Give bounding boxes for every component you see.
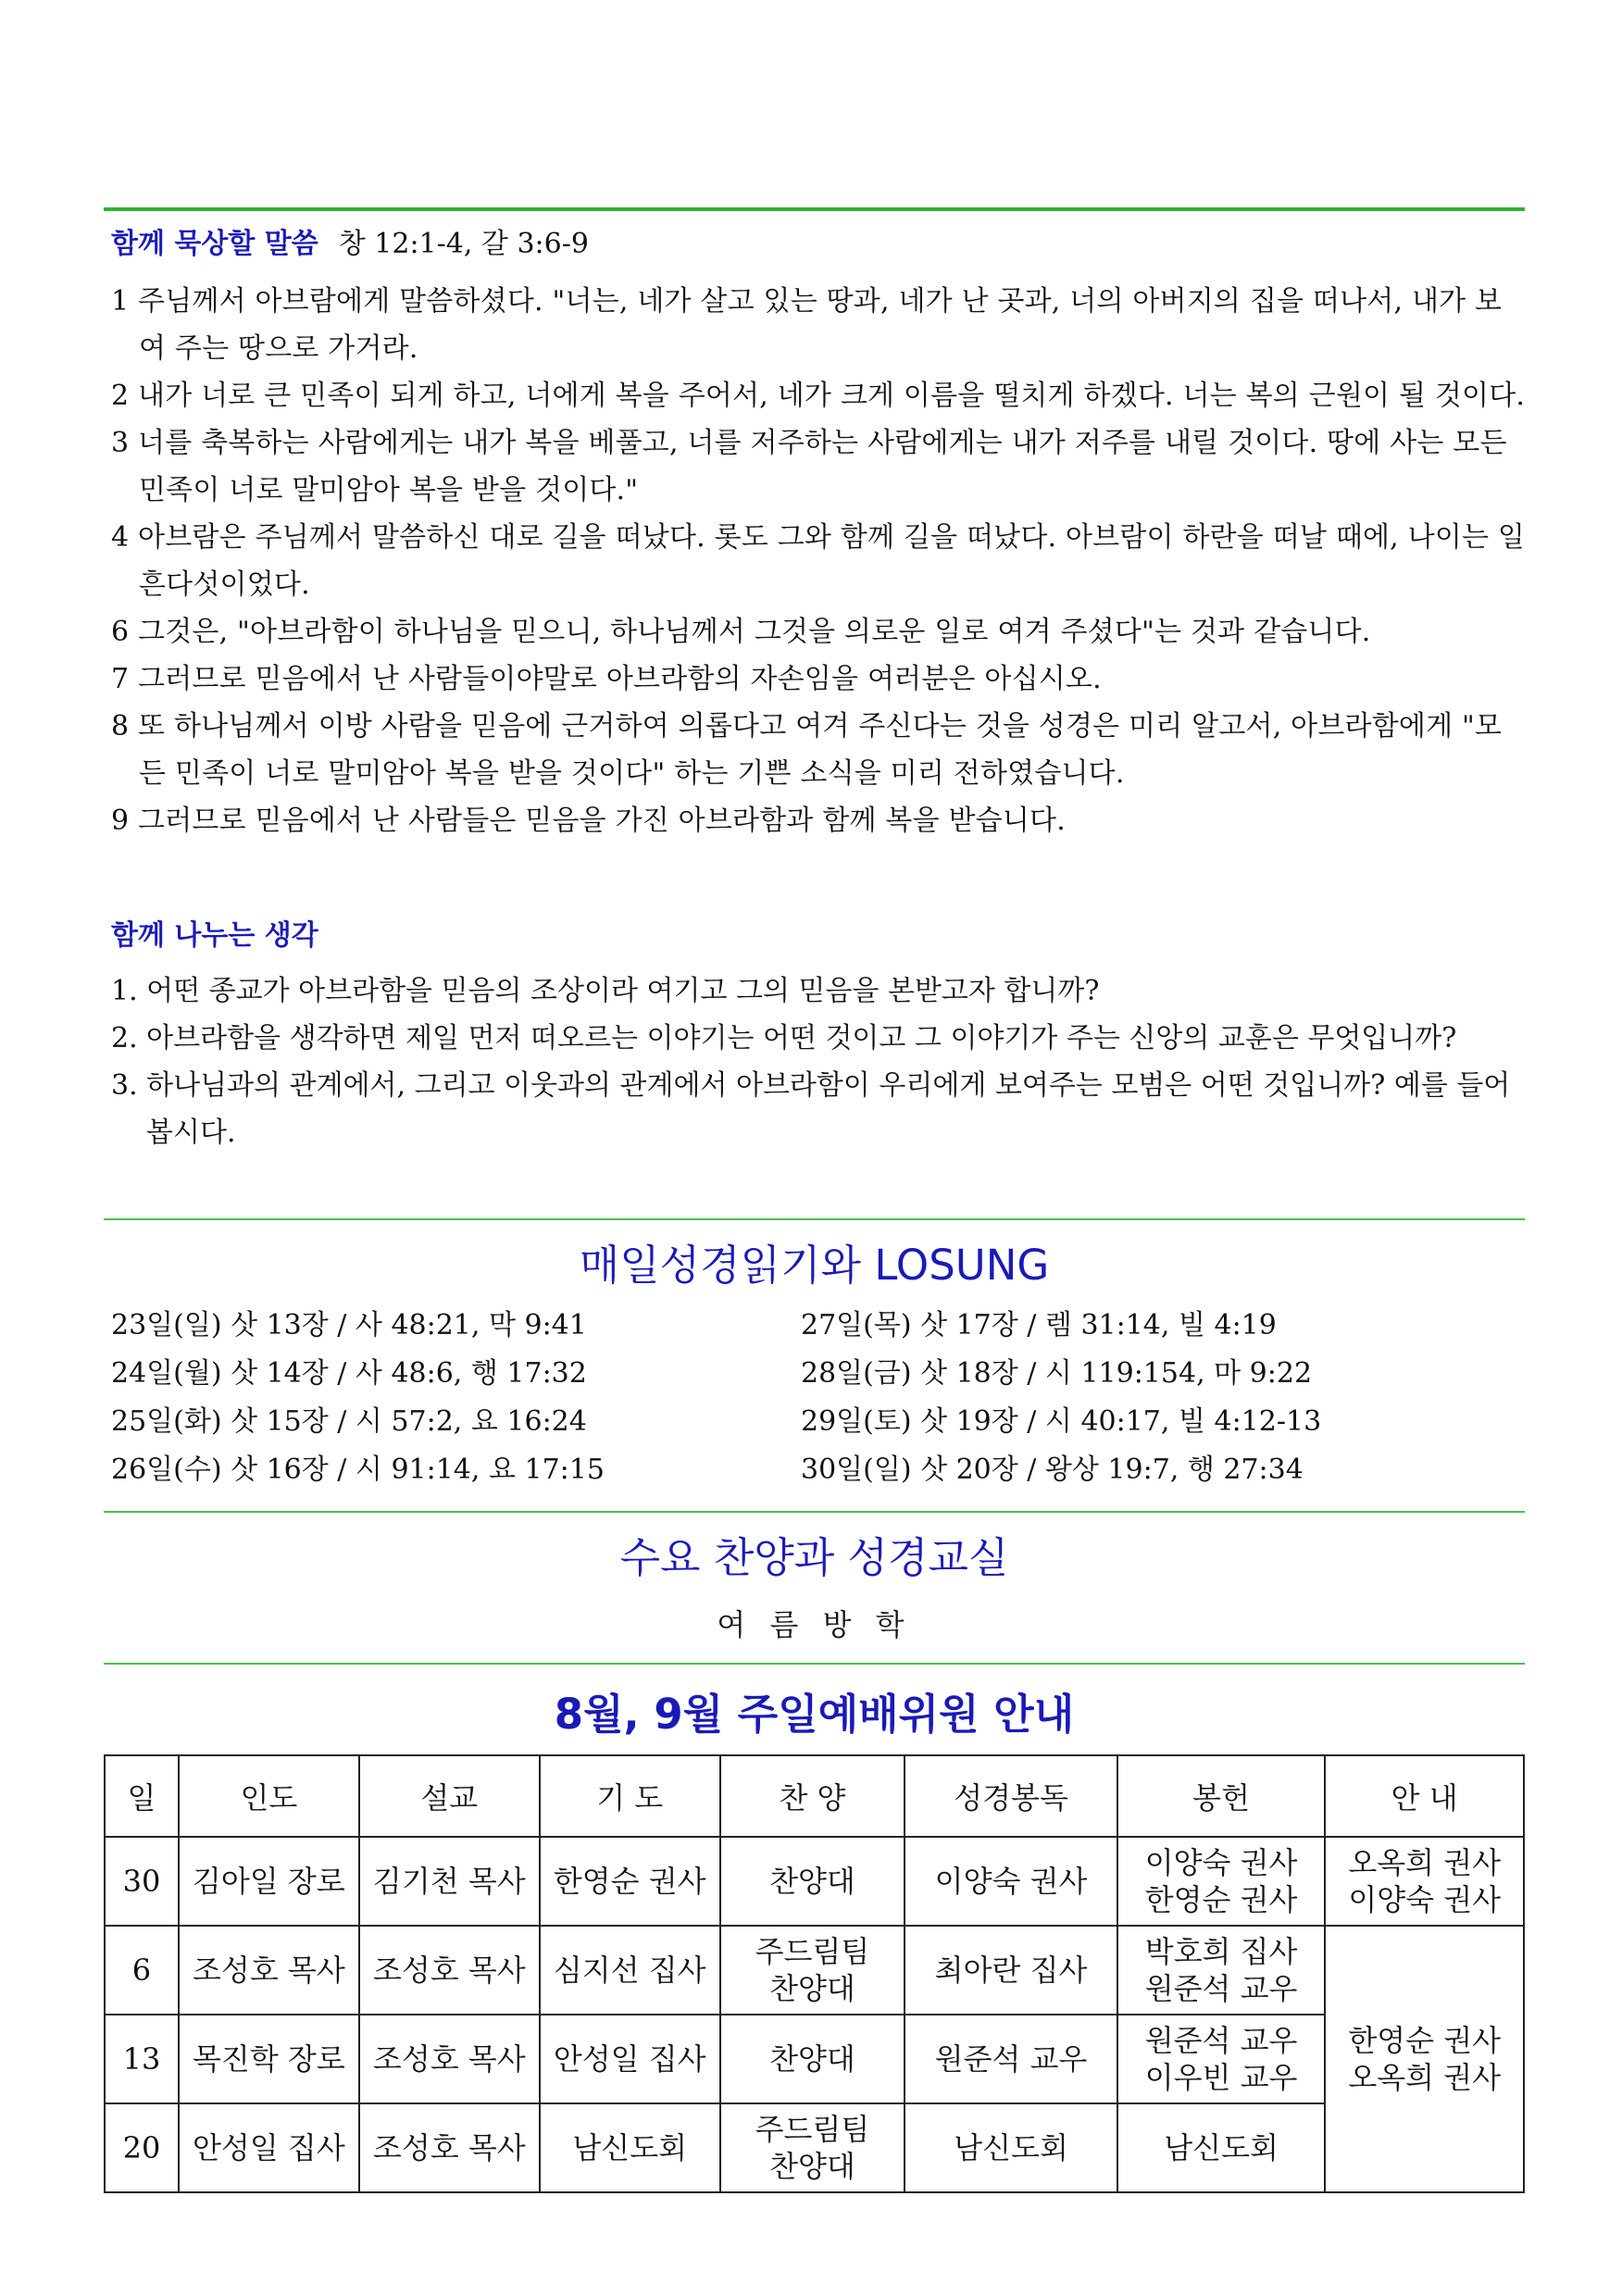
table-row xyxy=(105,1926,1524,2015)
verse: 9 그러므로 믿음에서 난 사람들은 믿음을 가진 아브라함과 함께 복을 받습니다. xyxy=(111,805,1066,837)
header-sermon: 설교 xyxy=(359,1755,540,1837)
header-day: 일 xyxy=(105,1755,179,1837)
cell-praise xyxy=(720,1926,905,2015)
cell-offering xyxy=(1117,1837,1326,1926)
praise-line: 주드림팀 xyxy=(755,2112,870,2147)
cell-reading: 최아란 집사 xyxy=(905,1926,1117,2015)
header-praise: 찬 양 xyxy=(720,1755,905,1837)
verse-list xyxy=(111,278,1528,844)
usher-name: 오옥희 권사 xyxy=(1348,2060,1502,2095)
verse: 4 아브람은 주님께서 말씀하신 대로 길을 떠났다. 롯도 그와 함께 길을 떠났다. 아브람이 하란을 떠날 때에, 나이는 일흔다섯이었다. xyxy=(111,521,1526,601)
reading-line: 29일(토) 삿 19장 / 시 40:17, 빌 4:12-13 xyxy=(801,1405,1322,1438)
verse: 6 그것은, "아브라함이 하나님을 믿으니, 하나님께서 그것을 의로운 일로 여겨 주셨다"는 것과 같습니다. xyxy=(111,616,1371,648)
cell-sermon: 조성호 목사 xyxy=(359,2103,540,2192)
usher-name: 이양숙 권사 xyxy=(1348,1882,1502,1917)
meditation-heading xyxy=(111,220,589,261)
question: 2. 아브라함을 생각하면 제일 먼저 떠오르는 이야기는 어떤 것이고 그 이야기가 주는 신앙의 교훈은 무엇입니까? xyxy=(111,1022,1457,1054)
reading-column-right xyxy=(801,1302,1321,1494)
header-lead: 인도 xyxy=(179,1755,359,1837)
question: 3. 하나님과의 관계에서, 그리고 이웃과의 관계에서 아브라함이 우리에게 보여주는 모범은 어떤 것입니까? 예를 들어 봅시다. xyxy=(111,1069,1511,1149)
header-usher: 안 내 xyxy=(1325,1755,1524,1837)
sharing-heading: 함께 나누는 생각 xyxy=(111,919,318,952)
cell-day: 30 xyxy=(105,1837,179,1926)
offering-name: 한영순 권사 xyxy=(1144,1882,1298,1917)
section-divider xyxy=(104,1218,1525,1220)
cell-lead: 조성호 목사 xyxy=(179,1926,359,2015)
cell-day: 13 xyxy=(105,2015,179,2103)
cell-lead: 목진학 장로 xyxy=(179,2015,359,2103)
cell-offering xyxy=(1117,1926,1326,2015)
cell-prayer: 안성일 집사 xyxy=(540,2015,720,2103)
offering-name: 원준석 교우 xyxy=(1144,2023,1298,2058)
reading-line: 30일(일) 삿 20장 / 왕상 19:7, 행 27:34 xyxy=(801,1454,1304,1486)
cell-praise: 찬양대 xyxy=(720,1837,905,1926)
cell-prayer: 남신도회 xyxy=(540,2103,720,2192)
offering-name: 원준석 교우 xyxy=(1144,1971,1298,2006)
cell-day: 6 xyxy=(105,1926,179,2015)
header-offering: 봉헌 xyxy=(1117,1755,1326,1837)
cell-lead: 안성일 집사 xyxy=(179,2103,359,2192)
question: 1. 어떤 종교가 아브라함을 믿음의 조상이라 여기고 그의 믿음을 본받고자 합니까? xyxy=(111,975,1100,1007)
cell-usher xyxy=(1325,1837,1524,1926)
header-reading: 성경봉독 xyxy=(905,1755,1117,1837)
praise-line: 찬양대 xyxy=(769,2149,855,2184)
verse: 3 너를 축복하는 사람에게는 내가 복을 베풀고, 너를 저주하는 사람에게는 내가 저주를 내릴 것이다. 땅에 사는 모든 민족이 너로 말미암아 복을 받을 것이다." xyxy=(111,427,1507,506)
cell-prayer: 심지선 집사 xyxy=(540,1926,720,2015)
cell-reading: 남신도회 xyxy=(905,2103,1117,2192)
verse: 8 또 하나님께서 이방 사람을 믿음에 근거하여 의롭다고 여겨 주신다는 것을 성경은 미리 알고서, 아브라함에게 "모든 민족이 너로 말미암아 복을 받을 것이다" 하는 기쁜 소식을 미리 전하였습니다. xyxy=(111,710,1503,790)
cell-reading: 원준석 교우 xyxy=(905,2015,1117,2103)
cell-praise xyxy=(720,2103,905,2192)
header-prayer: 기 도 xyxy=(540,1755,720,1837)
verse: 2 내가 너로 큰 민족이 되게 하고, 너에게 복을 주어서, 네가 크게 이름을 떨치게 하겠다. 너는 복의 근원이 될 것이다. xyxy=(111,380,1526,412)
verse: 1 주님께서 아브람에게 말씀하셨다. "너는, 네가 살고 있는 땅과, 네가 난 곳과, 너의 아버지의 집을 떠나서, 내가 보여 주는 땅으로 가거라. xyxy=(111,285,1503,365)
cell-day: 20 xyxy=(105,2103,179,2192)
reading-line: 23일(일) 삿 13장 / 사 48:21, 막 9:41 xyxy=(111,1309,587,1341)
reading-line: 28일(금) 삿 18장 / 시 119:154, 마 9:22 xyxy=(801,1357,1313,1390)
section-divider xyxy=(104,1511,1525,1513)
reading-line: 26일(수) 삿 16장 / 시 91:14, 요 17:15 xyxy=(111,1454,605,1486)
cell-praise: 찬양대 xyxy=(720,2015,905,2103)
table-row xyxy=(105,2015,1524,2103)
praise-line: 주드림팀 xyxy=(755,1934,870,1969)
daily-reading-title: 매일성경읽기와 LOSUNG xyxy=(579,1241,1050,1290)
offering-name: 이양숙 권사 xyxy=(1144,1845,1298,1880)
table-row xyxy=(105,1837,1524,1926)
section-divider xyxy=(104,1663,1525,1665)
cell-sermon: 조성호 목사 xyxy=(359,2015,540,2103)
table-header-row xyxy=(105,1755,1524,1837)
meditation-title: 함께 묵상할 말씀 xyxy=(111,228,318,260)
top-divider xyxy=(104,207,1525,211)
cell-offering xyxy=(1117,2015,1326,2103)
duty-title: 8월, 9월 주일예배위원 안내 xyxy=(554,1690,1075,1739)
duty-table xyxy=(104,1754,1525,2193)
question-list xyxy=(111,967,1528,1156)
offering-name: 박호희 집사 xyxy=(1144,1934,1298,1969)
wednesday-title: 수요 찬양과 성경교실 xyxy=(619,1533,1009,1582)
cell-sermon: 김기천 목사 xyxy=(359,1837,540,1926)
verse: 7 그러므로 믿음에서 난 사람들이야말로 아브라함의 자손임을 여러분은 아십시오. xyxy=(111,663,1102,695)
usher-name: 오옥희 권사 xyxy=(1348,1845,1502,1880)
reading-column-left xyxy=(111,1302,605,1494)
reading-line: 24일(월) 삿 14장 / 사 48:6, 행 17:32 xyxy=(111,1357,587,1390)
cell-offering: 남신도회 xyxy=(1117,2103,1326,2192)
scripture-reference: 창 12:1-4, 갈 3:6-9 xyxy=(338,228,589,260)
cell-sermon: 조성호 목사 xyxy=(359,1926,540,2015)
reading-line: 27일(목) 삿 17장 / 렘 31:14, 빌 4:19 xyxy=(801,1309,1277,1341)
cell-reading: 이양숙 권사 xyxy=(905,1837,1117,1926)
praise-line: 찬양대 xyxy=(769,1971,855,2006)
table-row xyxy=(105,2103,1524,2192)
usher-name: 한영순 권사 xyxy=(1348,2023,1502,2058)
wednesday-subtitle: 여 름 방 학 xyxy=(717,1607,912,1642)
reading-line: 25일(화) 삿 15장 / 시 57:2, 요 16:24 xyxy=(111,1405,587,1438)
offering-name: 이우빈 교우 xyxy=(1144,2060,1298,2095)
cell-prayer: 한영순 권사 xyxy=(540,1837,720,1926)
cell-lead: 김아일 장로 xyxy=(179,1837,359,1926)
cell-usher-merged xyxy=(1325,1926,1524,2192)
